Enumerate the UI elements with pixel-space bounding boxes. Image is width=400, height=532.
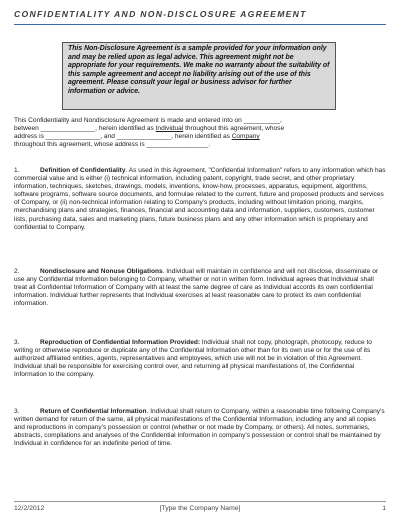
footer-company-placeholder[interactable]: [Type the Company Name] [159, 505, 241, 512]
intro-line-2: between _______________, herein identified as Individual throughout this agreement, whose [14, 125, 285, 133]
section-return [14, 408, 386, 448]
section-nondisclosure [14, 268, 386, 308]
intro-line-1: This Confidentiality and Nondisclosure Agreement is made and entered into on __________, [14, 117, 282, 124]
disclaimer-box: This Non-Disclosure Agreement is a sample provided for your information only and may be relied upon as legal advice. This agreement might not be appropriate for your requirements. We make no warranty about the suitability of this sample agreement and accept no liability arising out of the use of this agreement. Please consult your legal or business advisor for further information or advice. [62, 42, 336, 110]
page-footer [14, 505, 386, 515]
footer-page-number: 1 [382, 505, 386, 512]
section-text: . As used in this Agreement, "Confidential Information" refers to any information which has commercial value and is either (i) technical information, including patent, copyright, trade secret, and other proprietary information, techniques, sketches, drawings, models, inventions, know-how, processes, apparatus, equipment, algorithms, software programs, software source documents, and formulae related to the current, future and proposed products and services of Company, or (ii) non-technical information relating to Company's products, including without limitation pricing, margins, merchandising plans and strategies, finances, financial and accounting data and information, suppliers, customers, customer lists, purchasing data, sales and marketing plans, future business plans and any other information which is proprietary and confidential to Company. [14, 167, 386, 231]
section-text: . Individual shall return to Company, within a reasonable time following Company's written demand for return of the same, all physical manifestations of the Confidential Information, including any and all copies and reproductions in company's possession or control (whether or not made by Company, or others). All notes, summaries, abstracts, compilations and analyses of the Confidential Information in company's possession or control shall be maintained by Individual in confidence for an indefinite period of time. [14, 408, 385, 448]
section-definition [14, 167, 386, 232]
section-reproduction [14, 339, 386, 379]
section-text: Individual shall not copy, photograph, photocopy, reduce to writing or otherwise reproduce or duplicate any of the Confidential Information other than for its own use or for the use of its authorized affiliated entities, agents, representatives and employees, which use will not be in violation of this Agreement. Individual shall be responsible for exercising control over, and returning all physical manifestations of, the Confidential Information to the company. [14, 339, 372, 379]
section-heading: Nondisclosure and Nonuse Obligations [40, 268, 163, 275]
section-text: . Individual will maintain in confidence and will not disclose, disseminate or use any Confidential Information belonging to Company, whether or not in written form. Individual agrees that Individual shall treat all Confidential Information of Company with at least the same degree of care as Individual accords its own confidential information. Individual further represents that Individual exercises at least reasonable care to protect its own confidential information. [14, 268, 379, 308]
section-heading: Return of Confidential Information [40, 408, 147, 415]
intro-line-3: address is _______________, and _______________, herein identified as Company [14, 133, 260, 141]
section-heading: Definition of Confidentiality [40, 167, 126, 174]
footer-date: 12/2/2012 [14, 505, 45, 512]
title-divider [14, 24, 386, 25]
section-heading: Reproduction of Confidential Information Provided: [40, 339, 201, 346]
individual-term: Individual [155, 125, 184, 133]
section-number: 3. [14, 339, 20, 346]
section-number: 2. [14, 268, 20, 275]
document-title: CONFIDENTIALITY AND NON-DISCLOSURE AGREEMENT [14, 9, 307, 19]
intro-line-4: throughout this agreement, whose address is _________________. [14, 141, 211, 149]
footer-divider [14, 501, 386, 502]
company-term: Company [231, 133, 260, 141]
section-number: 1. [14, 167, 20, 174]
section-number: 3. [14, 408, 20, 415]
intro-paragraph [14, 117, 386, 149]
